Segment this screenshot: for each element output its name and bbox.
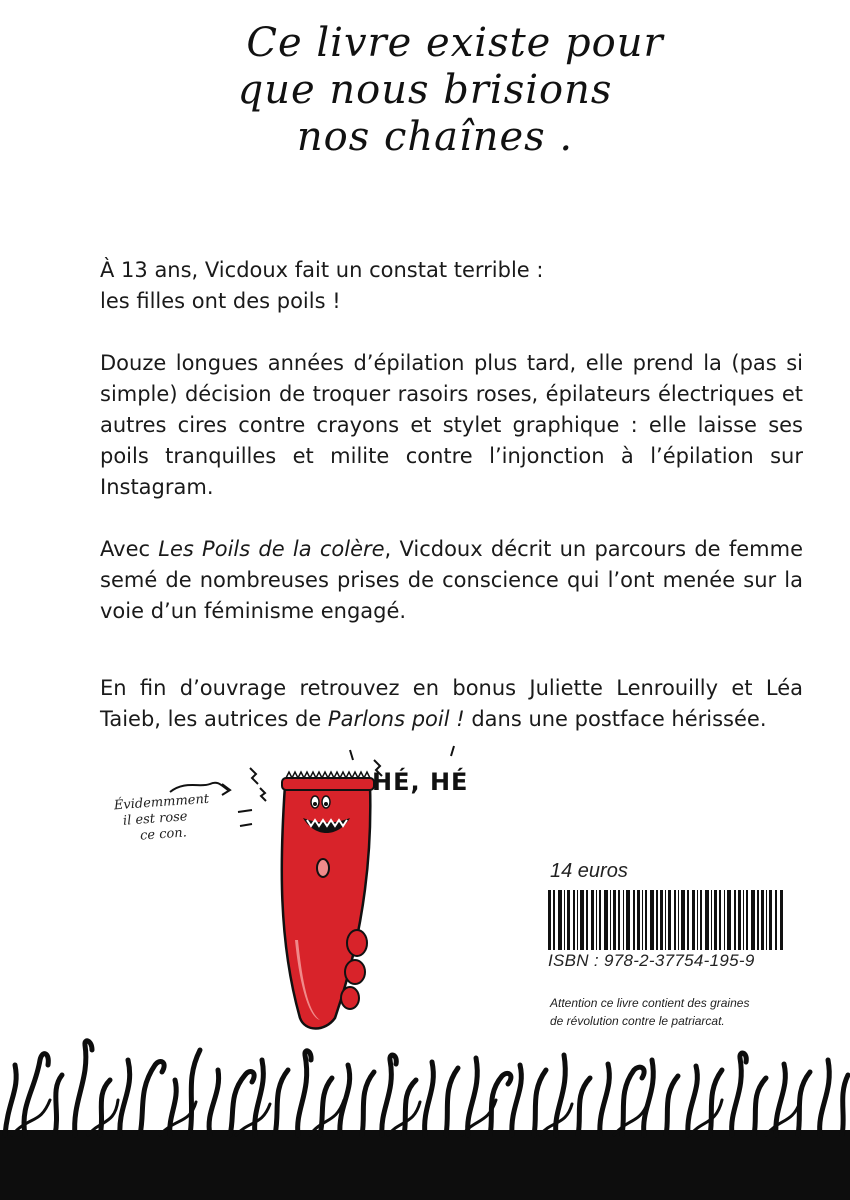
warning-line-1: Attention ce livre contient des graines: [550, 996, 750, 1010]
handwritten-line-3: nos chaînes .: [296, 114, 574, 160]
blurb-paragraph-4: [100, 673, 803, 735]
handwritten-title: [0, 20, 850, 161]
hair-border-decoration: [0, 1020, 850, 1200]
blurb-p3-before: Avec: [100, 537, 159, 561]
illustration-note: [113, 792, 211, 847]
blurb-p4-before: En fin d’ouvrage retrouvez en bonus Juliette Lenrouilly et Léa Taieb, les autrices de: [100, 676, 803, 731]
warning-line-2: de révolution contre le patriarcat.: [550, 1014, 725, 1028]
blurb-p1-line1: À 13 ans, Vicdoux fait un constat terrible :: [100, 258, 544, 282]
blurb-p3-after: , Vicdoux décrit un parcours de femme semé de nombreuses prises de conscience qui l’ont menée sur la voie d’un féminisme engagé.: [100, 537, 803, 623]
blurb: [100, 255, 803, 766]
barcode-icon: [548, 890, 784, 950]
price: 14 euros: [550, 860, 628, 882]
book-title: Les Poils de la colère: [158, 537, 385, 561]
blurb-p4-after: dans une postface hérissée.: [464, 707, 767, 731]
isbn: ISBN : 978-2-37754-195-9: [548, 951, 755, 970]
blurb-paragraph-2: Douze longues années d’épilation plus tard, elle prend la (pas si simple) décision de troquer rasoirs roses, épilateurs électriques et autres cires contre crayons et stylet graphique : elle laisse ses poils tranquilles et milite contre l’injonction à l’épilation sur Instagram.: [100, 351, 803, 499]
note-line-2: il est rose: [122, 809, 189, 829]
handwritten-line-1: Ce livre existe pour: [246, 20, 664, 66]
bonus-title: Parlons poil !: [327, 707, 465, 731]
blurb-paragraph-1: [100, 255, 803, 317]
blurb-paragraph-3: [100, 534, 803, 627]
handwritten-line-2: que nous brisions: [237, 67, 613, 113]
note-line-3: ce con.: [139, 825, 188, 844]
note-line-1: Évidemmment: [113, 791, 210, 814]
exclamation-text: HÉ, HÉ: [372, 768, 469, 796]
blurb-p1-line2: les filles ont des poils !: [100, 289, 341, 313]
